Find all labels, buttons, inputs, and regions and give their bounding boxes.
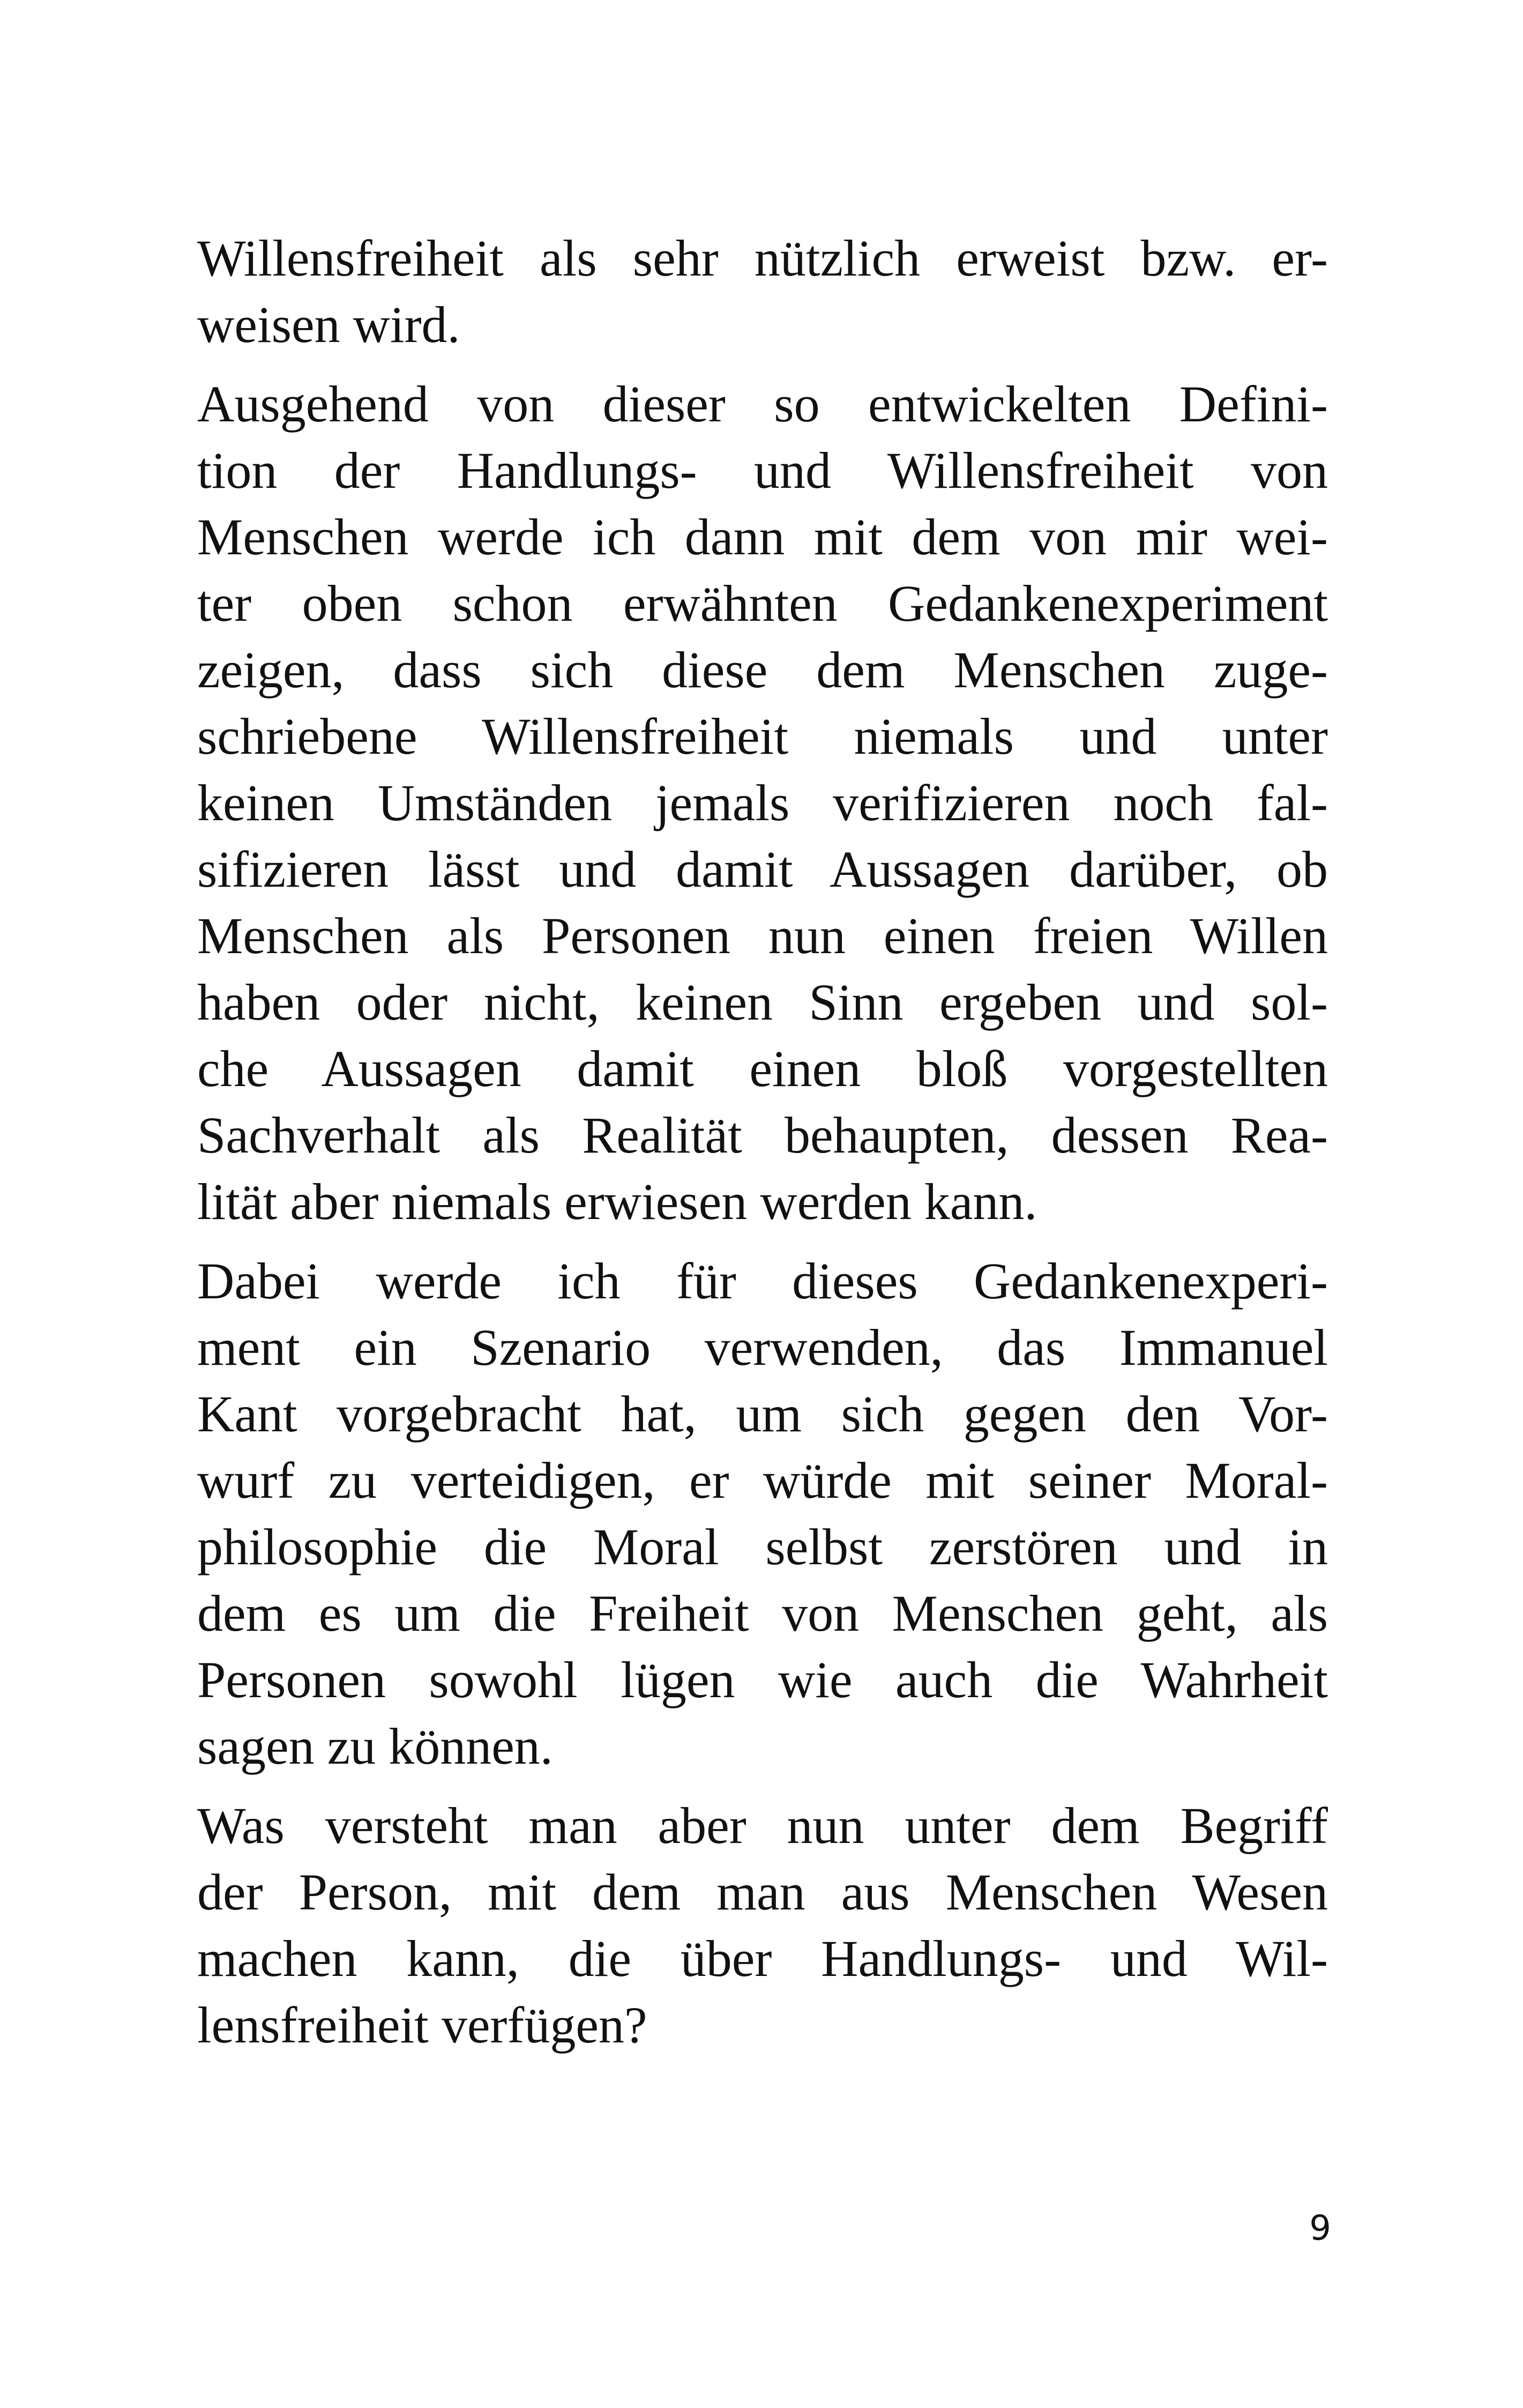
- text-line: Personen sowohl lügen wie auch die Wahrheit: [197, 1651, 1328, 1708]
- text-line: Kant vorgebracht hat, um sich gegen den Vor-: [197, 1385, 1328, 1443]
- text-line: schriebene Willensfreiheit niemals und unter: [197, 708, 1328, 765]
- text-line: Ausgehend von dieser so entwickelten Defini-: [197, 375, 1328, 433]
- text-line: sagen zu können.: [197, 1718, 553, 1775]
- text-line: Dabei werde ich für dieses Gedankenexperi-: [197, 1252, 1328, 1310]
- text-line: tion der Handlungs- und Willensfreiheit von: [197, 442, 1328, 499]
- text-line: Sachverhalt als Realität behaupten, dessen Rea-: [197, 1106, 1328, 1164]
- page-number: 9: [1309, 2209, 1331, 2248]
- text-line: lensfreiheit verfügen?: [197, 1996, 647, 2054]
- paragraph-4: [197, 1793, 1328, 2058]
- paragraph-1: [197, 225, 1328, 358]
- text-line: philosophie die Moral selbst zerstören und in: [197, 1518, 1328, 1575]
- text-line: Willensfreiheit als sehr nützlich erweist bzw. er-: [197, 229, 1328, 287]
- text-line: zeigen, dass sich diese dem Menschen zuge-: [197, 641, 1328, 698]
- text-line: haben oder nicht, keinen Sinn ergeben und sol-: [197, 973, 1328, 1031]
- text-line: der Person, mit dem man aus Menschen Wesen: [197, 1863, 1328, 1921]
- text-line: wurf zu verteidigen, er würde mit seiner Moral-: [197, 1452, 1328, 1509]
- text-line: machen kann, die über Handlungs- und Wil-: [197, 1930, 1328, 1987]
- text-line: Menschen werde ich dann mit dem von mir wei-: [197, 508, 1328, 566]
- text-line: ment ein Szenario verwenden, das Immanuel: [197, 1319, 1328, 1376]
- text-line: weisen wird.: [197, 296, 460, 353]
- paragraph-3: [197, 1248, 1328, 1780]
- text-line: che Aussagen damit einen bloß vorgestellten: [197, 1040, 1328, 1097]
- text-line: keinen Umständen jemals verifizieren noch fal-: [197, 774, 1328, 831]
- text-line: sifizieren lässt und damit Aussagen darüber, ob: [197, 841, 1328, 898]
- paragraph-2: [197, 371, 1328, 1235]
- text-line: Menschen als Personen nun einen freien Willen: [197, 907, 1328, 964]
- text-line: ter oben schon erwähnten Gedankenexperiment: [197, 575, 1328, 632]
- text-line: lität aber niemals erwiesen werden kann.: [197, 1173, 1037, 1230]
- body-text: [197, 225, 1328, 2071]
- text-line: Was versteht man aber nun unter dem Begriff: [197, 1797, 1328, 1854]
- text-line: dem es um die Freiheit von Menschen geht, als: [197, 1585, 1328, 1642]
